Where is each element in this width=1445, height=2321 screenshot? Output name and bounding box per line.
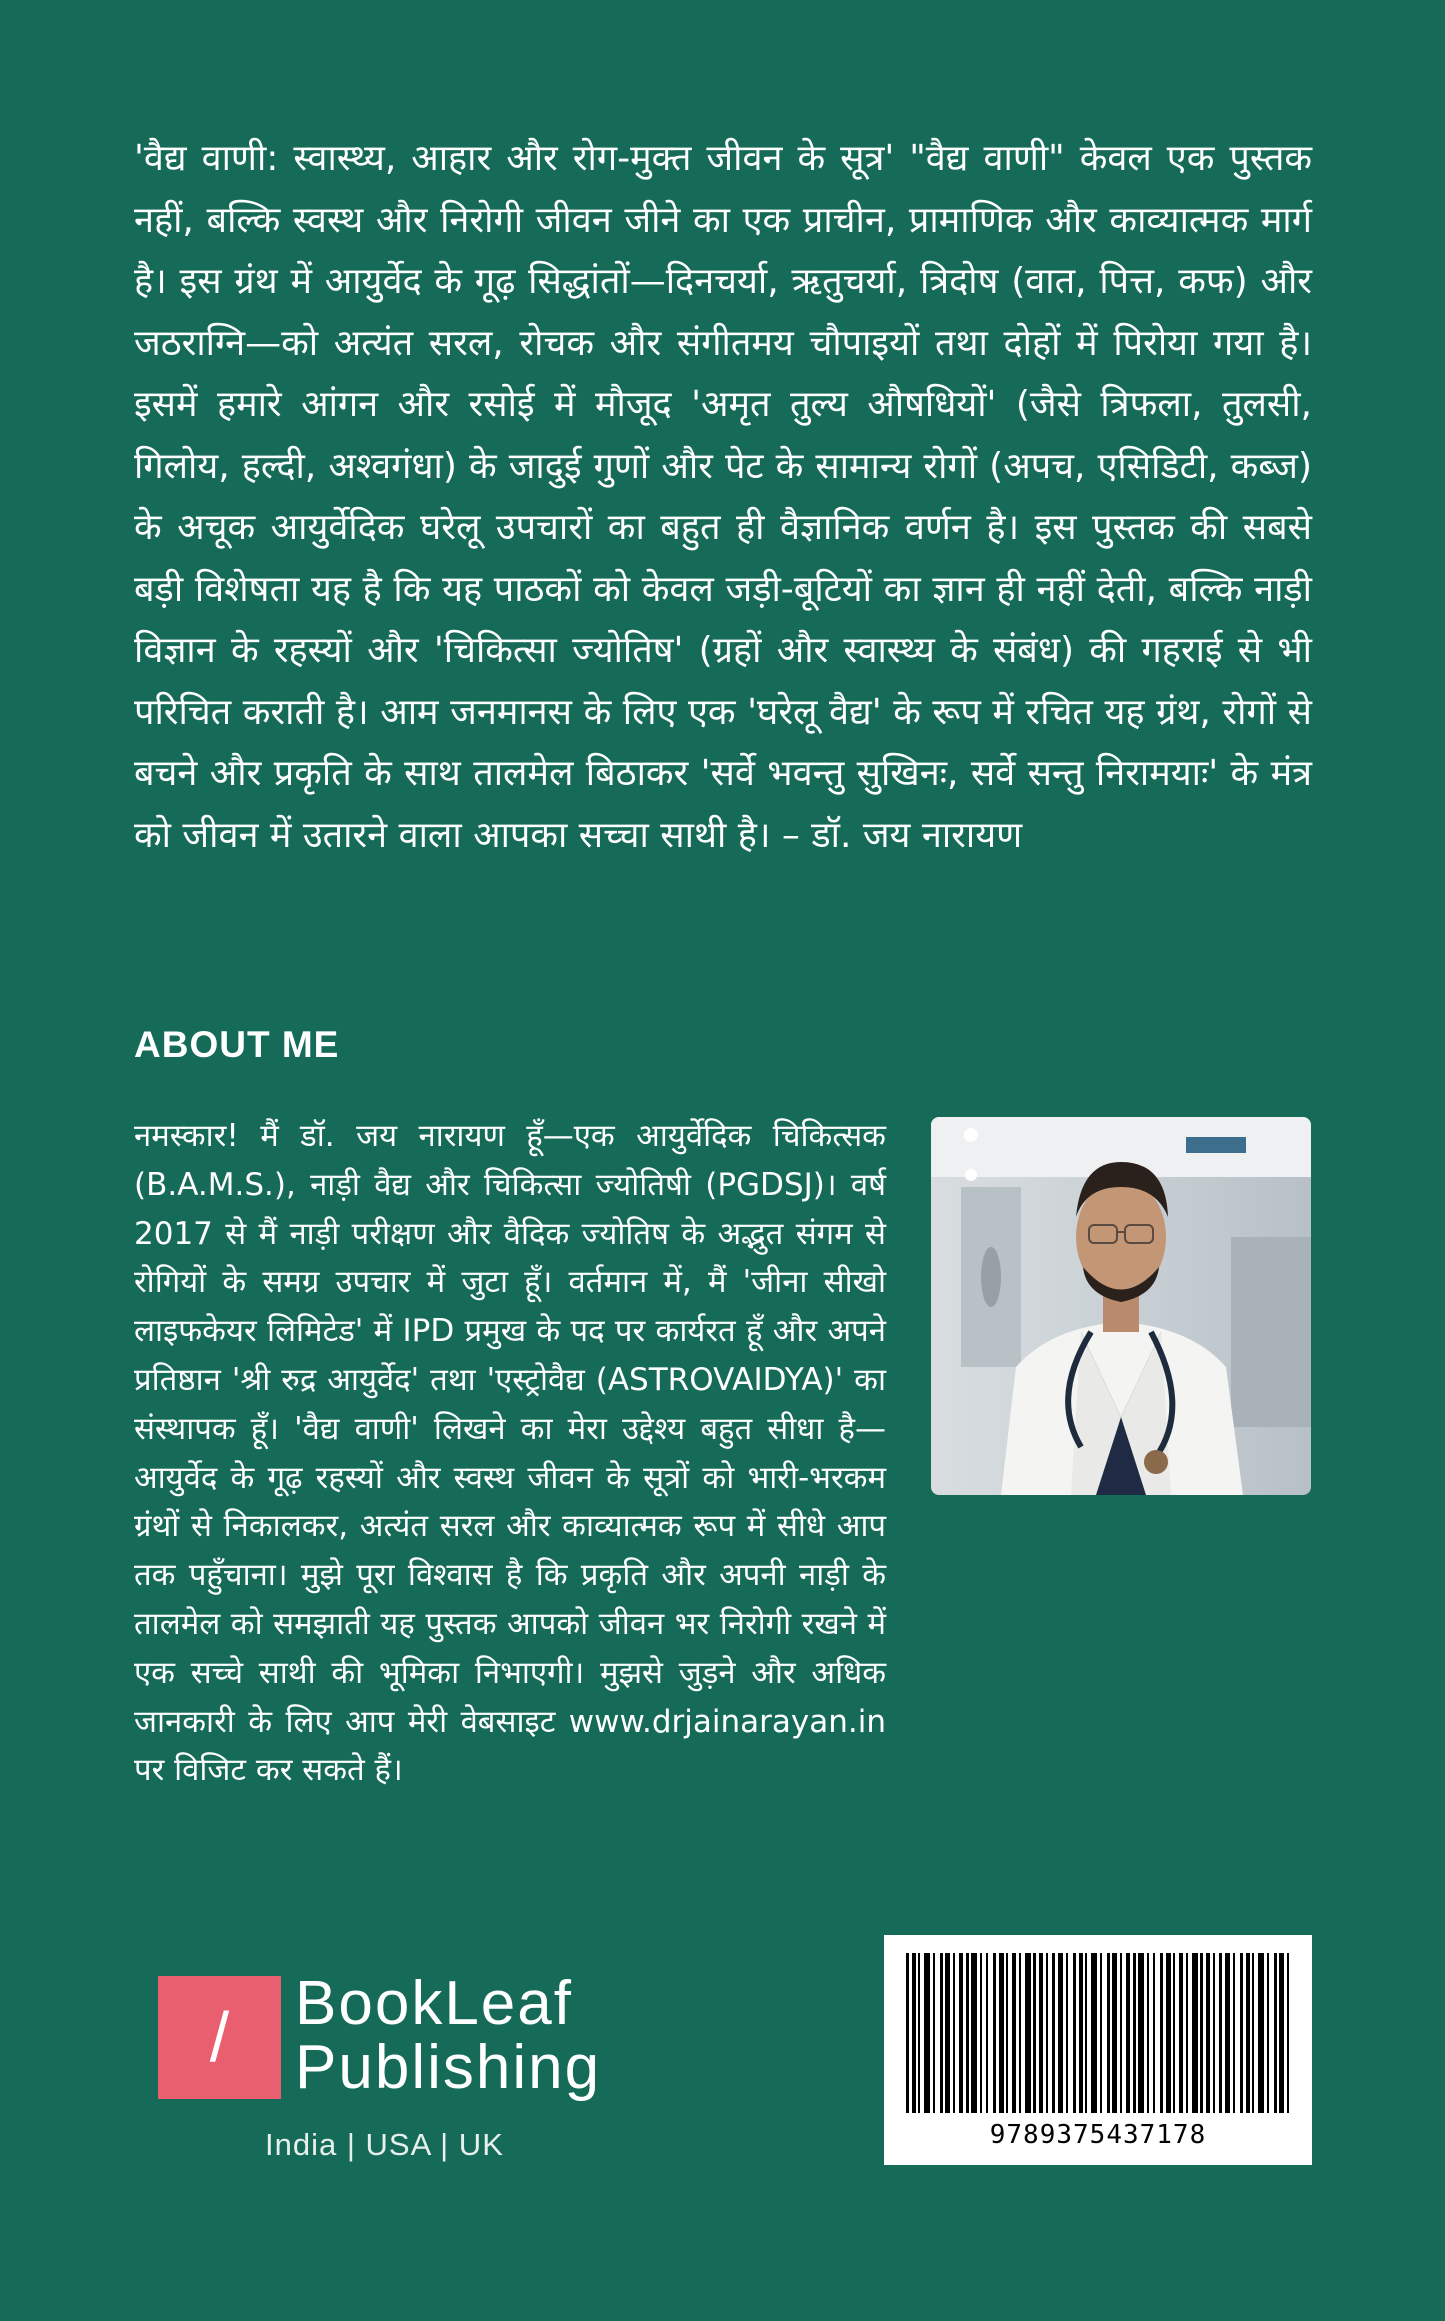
- book-blurb: 'वैद्य वाणी: स्वास्थ्य, आहार और रोग-मुक्त जीवन के सूत्र' "वैद्य वाणी" केवल एक पुस्तक नहीं, बल्कि स्वस्थ और निरोगी जीवन जीने का एक प्राचीन, प्रामाणिक और काव्यात्मक मार्ग है। इस ग्रंथ में आयुर्वेद के गूढ़ सिद्धांतों—दिनचर्या, ऋतुचर्या, त्रिदोष (वात, पित्त, कफ) और जठराग्नि—को अत्यंत सरल, रोचक और संगीतमय चौपाइयों तथा दोहों में पिरोया गया है। इसमें हमारे आंगन और रसोई में मौजूद 'अमृत तुल्य औषधियों' (जैसे त्रिफला, तुलसी, गिलोय, हल्दी, अश्वगंधा) के जादुई गुणों और पेट के सामान्य रोगों (अपच, एसिडिटी, कब्ज) के अचूक आयुर्वेदिक घरेलू उपचारों का बहुत ही वैज्ञानिक वर्णन है। इस पुस्तक की सबसे बड़ी विशेषता यह है कि यह पाठकों को केवल जड़ी-बूटियों का ज्ञान ही नहीं देती, बल्कि नाड़ी विज्ञान के रहस्यों और 'चिकित्सा ज्योतिष' (ग्रहों और स्वास्थ्य के संबंध) की गहराई से भी परिचित कराती है। आम जनमानस के लिए एक 'घरेलू वैद्य' के रूप में रचित यह ग्रंथ, रोगों से बचने और प्रकृति के साथ तालमेल बिठाकर 'सर्वे भवन्तु सुखिनः, सर्वे सन्तु निरामयाः' के मंत्र को जीवन में उतारने वाला आपका सच्चा साथी है। – डॉ. जय नारायण: [134, 138, 1312, 856]
- author-photo: [931, 1117, 1311, 1495]
- logo-mark: [158, 1976, 281, 2099]
- about-text: नमस्कार! मैं डॉ. जय नारायण हूँ—एक आयुर्वेदिक चिकित्सक (B.A.M.S.), नाड़ी वैद्य और चिकित्सा ज्योतिषी (PGDSJ)। वर्ष 2017 से मैं नाड़ी परीक्षण और वैदिक ज्योतिष के अद्भुत संगम से रोगियों के समग्र उपचार में जुटा हूँ। वर्तमान में, मैं 'जीना सीखो लाइफकेयर लिमिटेड' में IPD प्रमुख के पद पर कार्यरत हूँ और अपने प्रतिष्ठान 'श्री रुद्र आयुर्वेद' तथा 'एस्ट्रोवैद्य (ASTROVAIDYA)' का संस्थापक हूँ। 'वैद्य वाणी' लिखने का मेरा उद्देश्य बहुत सीधा है—आयुर्वेद के गूढ़ रहस्यों और स्वस्थ जीवन के सूत्रों को भारी-भरकम ग्रंथों से निकालकर, अत्यंत सरल और काव्यात्मक रूप में सीधे आप तक पहुँचाना। मुझे पूरा विश्वास है कि प्रकृति और अपनी नाड़ी के तालमेल को समझाती यह पुस्तक आपको जीवन भर निरोगी रखने में एक सच्चे साथी की भूमिका निभाएगी। मुझसे जुड़ने और अधिक जानकारी के लिए आप मेरी वेबसाइट www.drjainarayan.in पर विजिट कर सकते हैं।: [134, 1118, 886, 1789]
- logo-slash-glyph: /: [209, 1998, 230, 2076]
- publisher-regions: India | USA | UK: [265, 2127, 504, 2162]
- publisher-name-line2: Publishing: [295, 2033, 602, 2102]
- isbn-barcode: [884, 1935, 1312, 2165]
- publisher-name-line1: BookLeaf: [295, 1969, 573, 2038]
- isbn-number: 9789375437178: [989, 2120, 1207, 2150]
- about-heading: ABOUT ME: [134, 1024, 340, 1065]
